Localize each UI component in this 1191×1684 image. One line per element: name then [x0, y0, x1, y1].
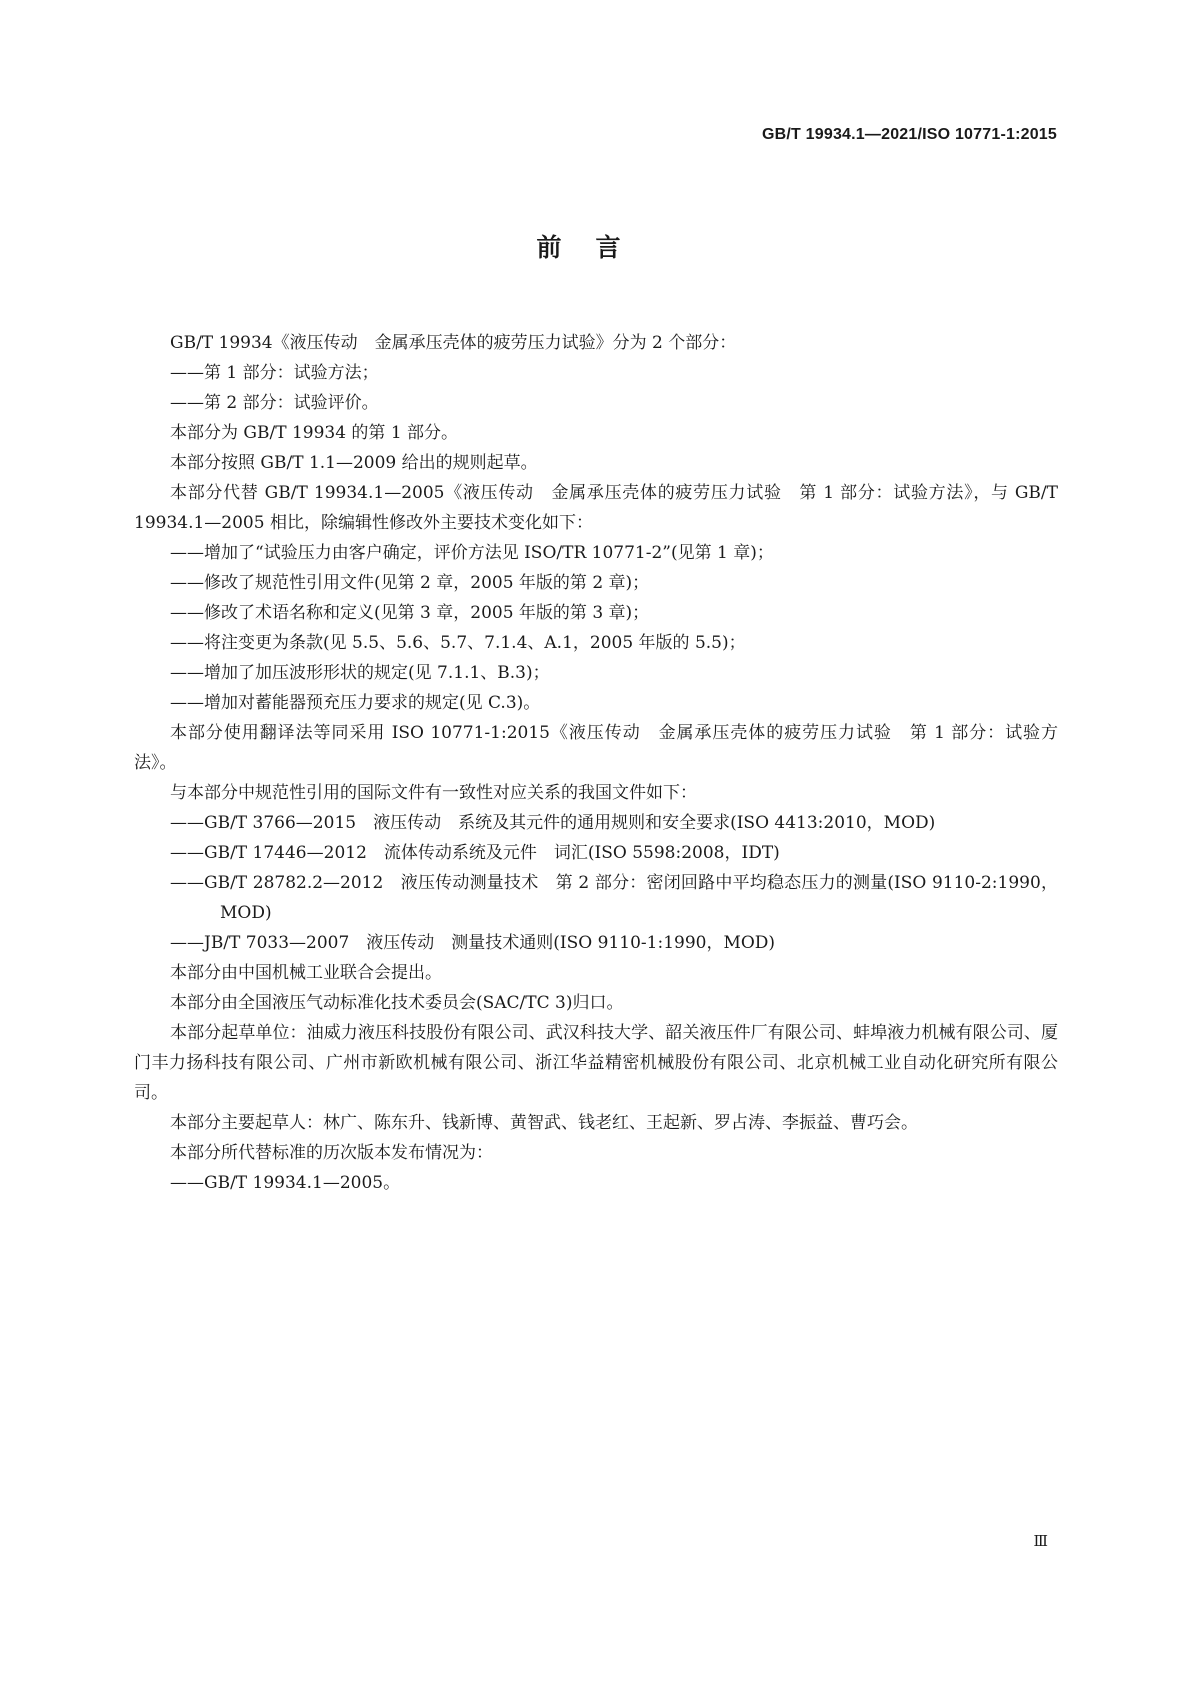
page-number: Ⅲ	[1033, 1532, 1049, 1550]
page-title: 前言	[536, 233, 655, 262]
paragraph: 本部分起草单位：油威力液压科技股份有限公司、武汉科技大学、韶关液压件厂有限公司、蚌埠液力机械有限公司、厦门丰力扬科技有限公司、广州市新欧机械有限公司、浙江华益精密机械股份有限公司、北京机械工业自动化研究所有限公司。	[134, 1023, 1058, 1103]
list-item: ——JB/T 7033—2007 液压传动 测量技术通则(ISO 9110-1:1990，MOD)	[170, 933, 776, 953]
list-item: ——增加了“试验压力由客户确定，评价方法见 ISO/TR 10771-2”(见第 1 章)；	[170, 543, 774, 563]
list-item: ——将注变更为条款(见 5.5、5.6、5.7、7.1.4、A.1，2005 年版的 5.5)；	[170, 633, 746, 653]
paragraph: 本部分主要起草人：林广、陈东升、钱新博、黄智武、钱老红、王起新、罗占涛、李振益、曹巧会。	[170, 1113, 918, 1133]
paragraph: 本部分由中国机械工业联合会提出。	[170, 963, 442, 983]
list-item: ——GB/T 19934.1—2005。	[170, 1173, 401, 1193]
list-item: ——修改了术语名称和定义(见第 3 章，2005 年版的第 3 章)；	[170, 603, 650, 623]
list-item: ——GB/T 28782.2—2012 液压传动测量技术 第 2 部分：密闭回路中平均稳态压力的测量(ISO 9110-2:1990，MOD)	[170, 873, 1058, 923]
list-item: ——增加了加压波形形状的规定(见 7.1.1、B.3)；	[170, 663, 550, 683]
paragraph: GB/T 19934《液压传动 金属承压壳体的疲劳压力试验》分为 2 个部分：	[170, 333, 737, 353]
list-item: ——第 2 部分：试验评价。	[170, 393, 379, 413]
paragraph: 本部分按照 GB/T 1.1—2009 给出的规则起草。	[170, 453, 538, 473]
list-item: ——修改了规范性引用文件(见第 2 章，2005 年版的第 2 章)；	[170, 573, 650, 593]
paragraph: 本部分代替 GB/T 19934.1—2005《液压传动 金属承压壳体的疲劳压力试验 第 1 部分：试验方法》，与 GB/T 19934.1—2005 相比，除编辑性修改外主要技术变化如下：	[134, 483, 1058, 533]
paragraph: 本部分为 GB/T 19934 的第 1 部分。	[170, 423, 459, 443]
paragraph: 本部分由全国液压气动标准化技术委员会(SAC/TC 3)归口。	[170, 993, 624, 1013]
list-item: ——增加对蓄能器预充压力要求的规定(见 C.3)。	[170, 693, 541, 713]
paragraph: 与本部分中规范性引用的国际文件有一致性对应关系的我国文件如下：	[170, 783, 697, 803]
list-item: ——第 1 部分：试验方法；	[170, 363, 379, 383]
paragraph: 本部分使用翻译法等同采用 ISO 10771-1:2015《液压传动 金属承压壳体的疲劳压力试验 第 1 部分：试验方法》。	[134, 723, 1058, 773]
list-item: ——GB/T 3766—2015 液压传动 系统及其元件的通用规则和安全要求(ISO 4413:2010，MOD)	[170, 813, 936, 833]
foreword-body	[134, 328, 1058, 1198]
list-item: ——GB/T 17446—2012 流体传动系统及元件 词汇(ISO 5598:2008，IDT)	[170, 843, 780, 863]
paragraph: 本部分所代替标准的历次版本发布情况为：	[170, 1143, 493, 1163]
standard-number-header: GB/T 19934.1—2021/ISO 10771-1:2015	[762, 126, 1057, 143]
